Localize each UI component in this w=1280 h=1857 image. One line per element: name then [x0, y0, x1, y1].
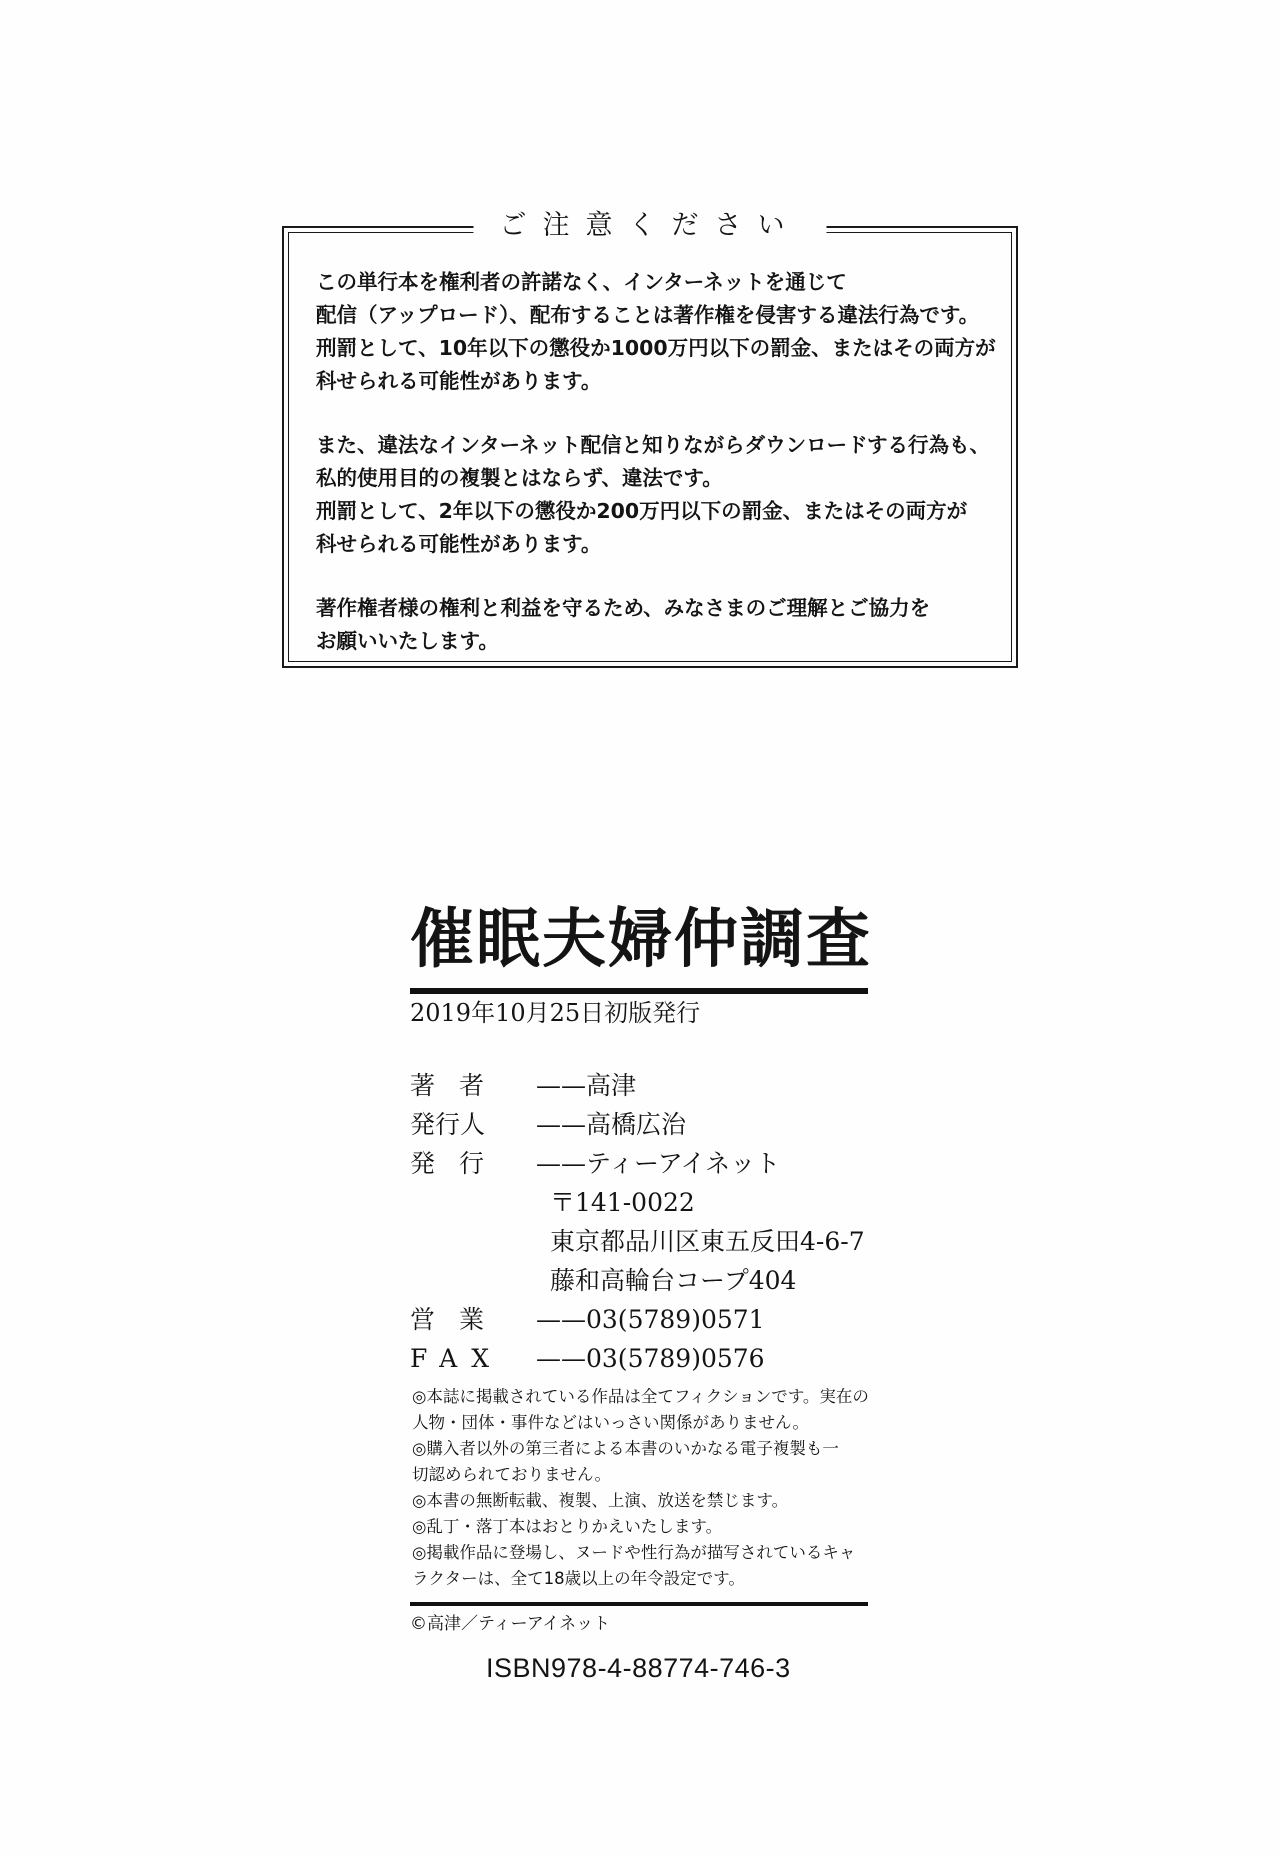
notice-line: 配信（アップロード）、配布することは著作権を侵害する違法行為です。 — [316, 303, 980, 327]
note-line: ラクターは、全て18歳以上の年令設定です。 — [412, 1569, 745, 1588]
notice-line: 科せられる可能性があります。 — [316, 532, 602, 556]
credit-row-publisher-person — [410, 1105, 880, 1144]
credit-row-publisher — [410, 1144, 880, 1183]
notice-title: ご注意ください — [474, 209, 827, 243]
contact-label: FAX — [410, 1344, 504, 1373]
contact-row-sales — [410, 1300, 880, 1339]
notice-paragraph — [316, 429, 996, 561]
notice-line: 私的使用目的の複製とはならず、違法です。 — [316, 466, 723, 490]
credit-value: ——高津 — [536, 1071, 637, 1100]
note-line: ◎乱丁・落丁本はおとりかえいたします。 — [412, 1517, 723, 1536]
notice-line: 科せられる可能性があります。 — [316, 369, 602, 393]
notice-line: また、違法なインターネット配信と知りながらダウンロードする行為も、 — [316, 433, 991, 457]
contact-value: ——03(5789)0576 — [536, 1344, 765, 1373]
credit-label: 著者 — [410, 1071, 509, 1100]
notice-line: お願いいたします。 — [316, 629, 499, 653]
credit-label: 発行人 — [410, 1110, 486, 1139]
address-line: 藤和高輪台コープ404 — [550, 1266, 797, 1295]
contact-value: ——03(5789)0571 — [536, 1305, 765, 1334]
copyright-line: ©高津／ティーアイネット — [410, 1614, 611, 1634]
notice-line: この単行本を権利者の許諾なく、インターネットを通じて — [316, 270, 847, 294]
credit-value: ——高橋広治 — [536, 1110, 687, 1139]
contact-row-fax — [410, 1339, 880, 1378]
book-title: 催眠夫婦仲調査 — [410, 902, 872, 977]
credits — [410, 1066, 880, 1378]
notice-line: 著作権者様の権利と利益を守るため、みなさまのご理解とご協力を — [316, 596, 931, 620]
isbn: ISBN978-4-88774-746-3 — [486, 1653, 791, 1683]
note-line: ◎本誌に掲載されている作品は全てフィクションです。実在の — [412, 1387, 869, 1406]
notice-paragraph — [316, 266, 996, 398]
note-line: 人物・団体・事件などはいっさい関係がありません。 — [412, 1413, 809, 1432]
notice-line: 刑罰として、10年以下の懲役か1000万円以下の罰金、またはその両方が — [316, 336, 996, 360]
notice-body — [316, 266, 996, 658]
contact-label: 営業 — [410, 1305, 509, 1334]
note-item — [410, 1488, 880, 1514]
footer-rule — [410, 1602, 868, 1606]
note-item — [410, 1540, 880, 1592]
notice-line: 刑罰として、2年以下の懲役か200万円以下の罰金、またはその両方が — [316, 499, 968, 523]
note-item — [410, 1384, 880, 1436]
credit-value: ——ティーアイネット — [536, 1149, 781, 1178]
colophon — [410, 900, 880, 1686]
note-item — [410, 1514, 880, 1540]
copyright-notice-box — [282, 210, 1018, 668]
note-line: ◎掲載作品に登場し、ヌードや性行為が描写されているキャ — [412, 1543, 856, 1562]
notice-paragraph — [316, 592, 996, 658]
note-line: ◎本書の無断転載、複製、上演、放送を禁じます。 — [412, 1491, 789, 1510]
postal-code: 〒141-0022 — [550, 1188, 695, 1217]
publication-date: 2019年10月25日初版発行 — [410, 999, 701, 1027]
note-item — [410, 1436, 880, 1488]
credit-label: 発行 — [410, 1149, 509, 1178]
credit-row-author — [410, 1066, 880, 1105]
legal-notes — [410, 1384, 880, 1592]
address-line: 東京都品川区東五反田4-6-7 — [550, 1227, 865, 1256]
note-line: 切認められておりません。 — [412, 1465, 611, 1484]
note-line: ◎購入者以外の第三者による本書のいかなる電子複製も一 — [412, 1439, 839, 1458]
title-rule — [410, 988, 868, 994]
